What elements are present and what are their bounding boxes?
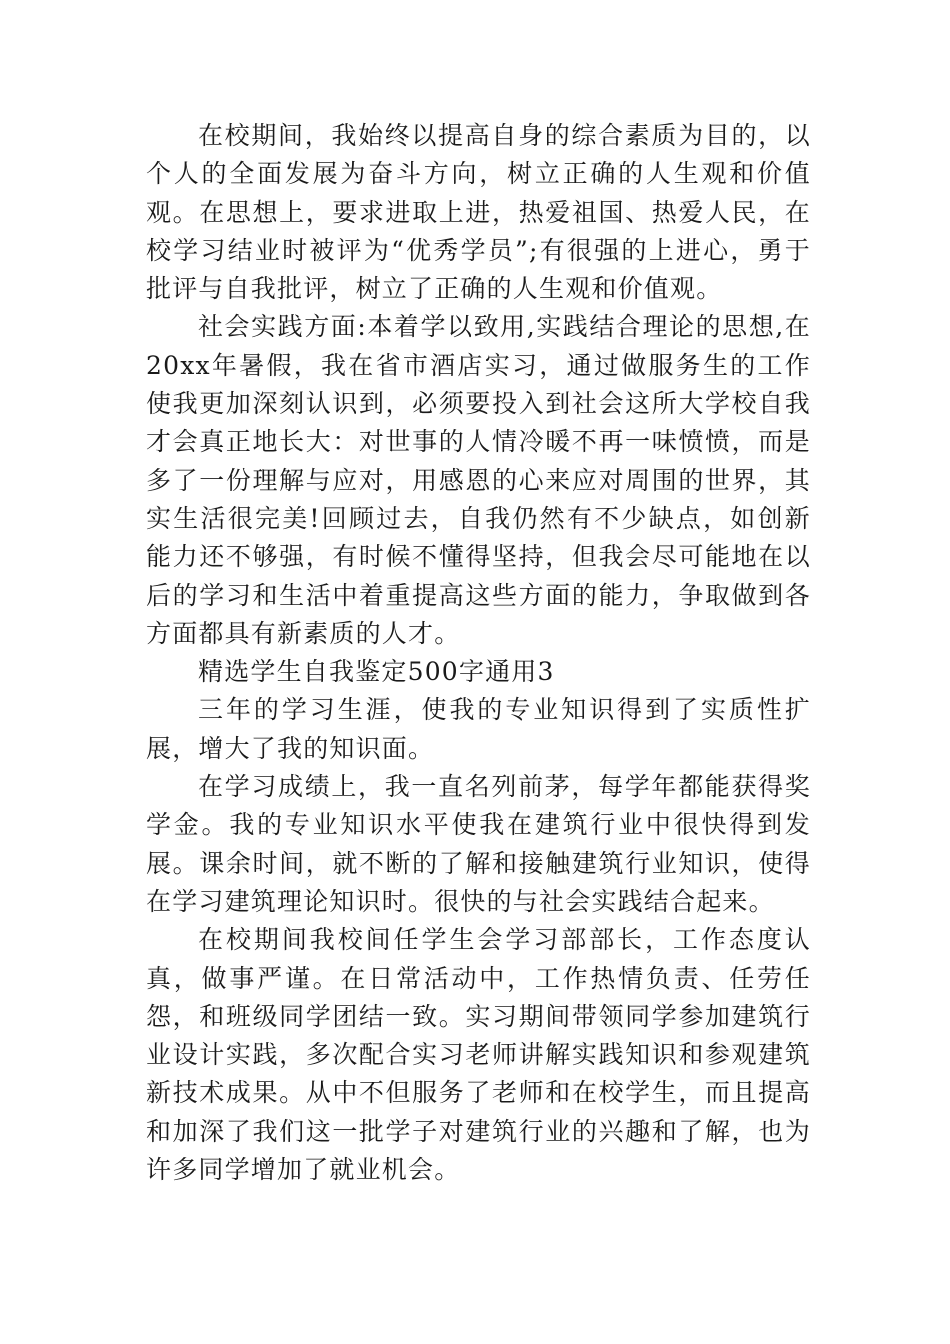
- paragraph-academic-performance: 在学习成绩上，我一直名列前茅，每学年都能获得奖学金。我的专业知识水平使我在建筑行业中很快得到发展。课余时间，就不断的了解和接触建筑行业知识，使得在学习建筑理论知识时。很快的与社会实践结合起来。: [146, 772, 811, 916]
- paragraph-social-practice: 社会实践方面:本着学以致用,实践结合理论的思想,在20xx年暑假，我在省市酒店实习，通过做服务生的工作使我更加深刻认识到，必须要投入到社会这所大学校自我才会真正地长大：对世事的人情冷暖不再一味愤愤，而是多了一份理解与应对，用感恩的心来应对周围的世界，其实生活很完美!回顾过去，自我仍然有不少缺点，如创新能力还不够强，有时候不懂得坚持，但我会尽可能地在以后的学习和生活中着重提高这些方面的能力，争取做到各方面都具有新素质的人才。: [146, 312, 811, 648]
- paragraph-school-period: 在校期间，我始终以提高自身的综合素质为目的，以个人的全面发展为奋斗方向，树立正确的人生观和价值观。在思想上，要求进取上进，热爱祖国、热爱人民，在校学习结业时被评为“优秀学员”;有很强的上进心，勇于批评与自我批评，树立了正确的人生观和价值观。: [146, 121, 811, 304]
- paragraph-study-career: 三年的学习生涯，使我的专业知识得到了实质性扩展，增大了我的知识面。: [146, 695, 811, 763]
- section-heading: 精选学生自我鉴定500字通用3: [198, 657, 555, 687]
- paragraph-student-union: 在校期间我校间任学生会学习部部长，工作态度认真，做事严谨。在日常活动中，工作热情负责、任劳任怨，和班级同学团结一致。实习期间带领同学参加建筑行业设计实践，多次配合实习老师讲解实践知识和参观建筑新技术成果。从中不但服务了老师和在校学生，而且提高和加深了我们这一批学子对建筑行业的兴趣和了解，也为许多同学增加了就业机会。: [146, 925, 811, 1185]
- document-body: [146, 117, 811, 1189]
